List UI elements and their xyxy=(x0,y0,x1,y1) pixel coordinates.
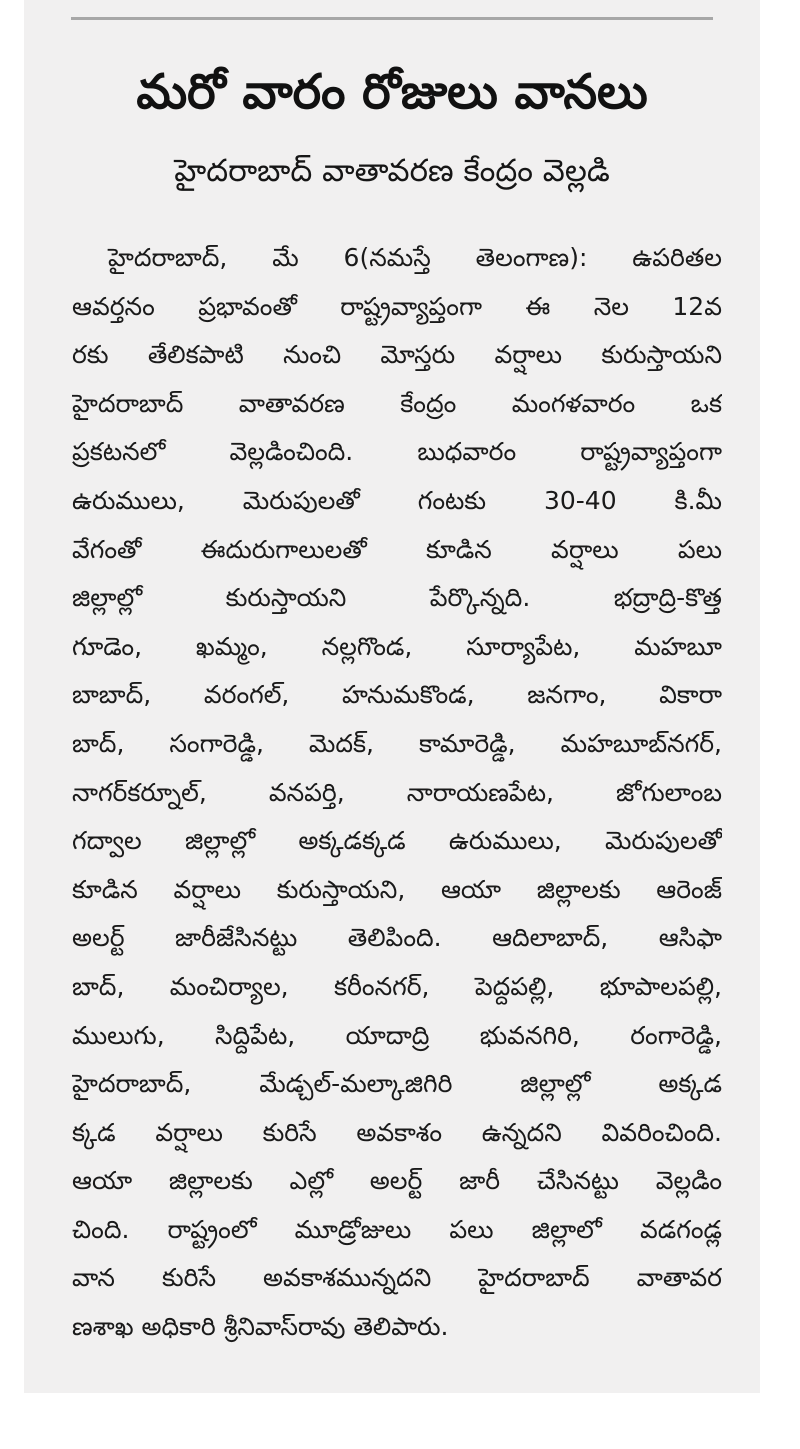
body-line: బాద్, మంచిర్యాల, కరీంనగర్, పెద్దపల్లి, భూపాలపల్లి, xyxy=(72,971,722,1001)
body-line: రకు తేలికపాటి నుంచి మోస్తరు వర్షాలు కురుస్తాయని xyxy=(72,340,722,370)
body-line: ఆవర్తనం ప్రభావంతో రాష్ట్రవ్యాప్తంగా ఈ నెల 12వ xyxy=(72,291,722,321)
subheadline: హైదరాబాద్ వాతావరణ కేంద్రం వెల్లడి xyxy=(174,153,610,189)
headline: మరో వారం రోజులు వానలు xyxy=(136,64,648,120)
body-line: జిల్లాల్లో కురుస్తాయని పేర్కొన్నది. భద్రాద్రి-కొత్త xyxy=(72,583,722,613)
top-divider-rule xyxy=(71,17,713,20)
body-line: అలర్ట్ జారీజేసినట్టు తెలిపింది. ఆదిలాబాద్, ఆసిఫా xyxy=(72,923,722,953)
body-line: నాగర్‌కర్నూల్, వనపర్తి, నారాయణపేట, జోగులాంబ xyxy=(72,777,722,807)
body-line: బాబాద్, వరంగల్, హనుమకొండ, జనగాం, వికారా xyxy=(72,680,722,710)
body-line: కూడిన వర్షాలు కురుస్తాయని, ఆయా జిల్లాలకు ఆరెంజ్ xyxy=(72,874,722,904)
body-line: హైదరాబాద్, మే 6(నమస్తే తెలంగాణ): ఉపరితల xyxy=(108,243,722,272)
body-line: ఉరుములు, మెరుపులతో గంటకు 30-40 కి.మీ xyxy=(72,485,722,515)
body-line: ణశాఖ అధికారి శ్రీనివాస్‌రావు తెలిపారు. xyxy=(72,1312,449,1342)
body-line: ప్రకటనలో వెల్లడించింది. బుధవారం రాష్ట్రవ్యాప్తంగా xyxy=(72,437,722,467)
body-line: బాద్, సంగారెడ్డి, మెదక్, కామారెడ్డి, మహబూబ్‌నగర్, xyxy=(72,728,722,758)
body-line: ఆయా జిల్లాలకు ఎల్లో అలర్ట్ జారీ చేసినట్టు వెల్లడిం xyxy=(72,1166,722,1196)
body-line: చింది. రాష్ట్రంలో మూడ్రోజులు పలు జిల్లాలో వడగండ్ల xyxy=(72,1214,722,1244)
body-line: గద్వాల జిల్లాల్లో అక్కడక్కడ ఉరుములు, మెరుపులతో xyxy=(72,826,722,856)
body-line: ములుగు, సిద్దిపేట, యాదాద్రి భువనగిరి, రంగారెడ్డి, xyxy=(72,1020,722,1050)
body-line: హైదరాబాద్ వాతావరణ కేంద్రం మంగళవారం ఒక xyxy=(72,388,722,418)
body-line: వాన కురిసే అవకాశమున్నదని హైదరాబాద్ వాతావర xyxy=(72,1263,722,1293)
body-line: హైదరాబాద్, మేడ్చల్-మల్కాజిగిరి జిల్లాల్లో అక్కడ xyxy=(72,1069,722,1099)
article-body xyxy=(72,234,722,1352)
body-line: క్కడ వర్షాలు కురిసే అవకాశం ఉన్నదని వివరించింది. xyxy=(72,1117,722,1147)
body-line: వేగంతో ఈదురుగాలులతో కూడిన వర్షాలు పలు xyxy=(72,534,722,564)
body-line: గూడెం, ఖమ్మం, నల్లగొండ, సూర్యాపేట, మహబూ xyxy=(72,631,722,661)
